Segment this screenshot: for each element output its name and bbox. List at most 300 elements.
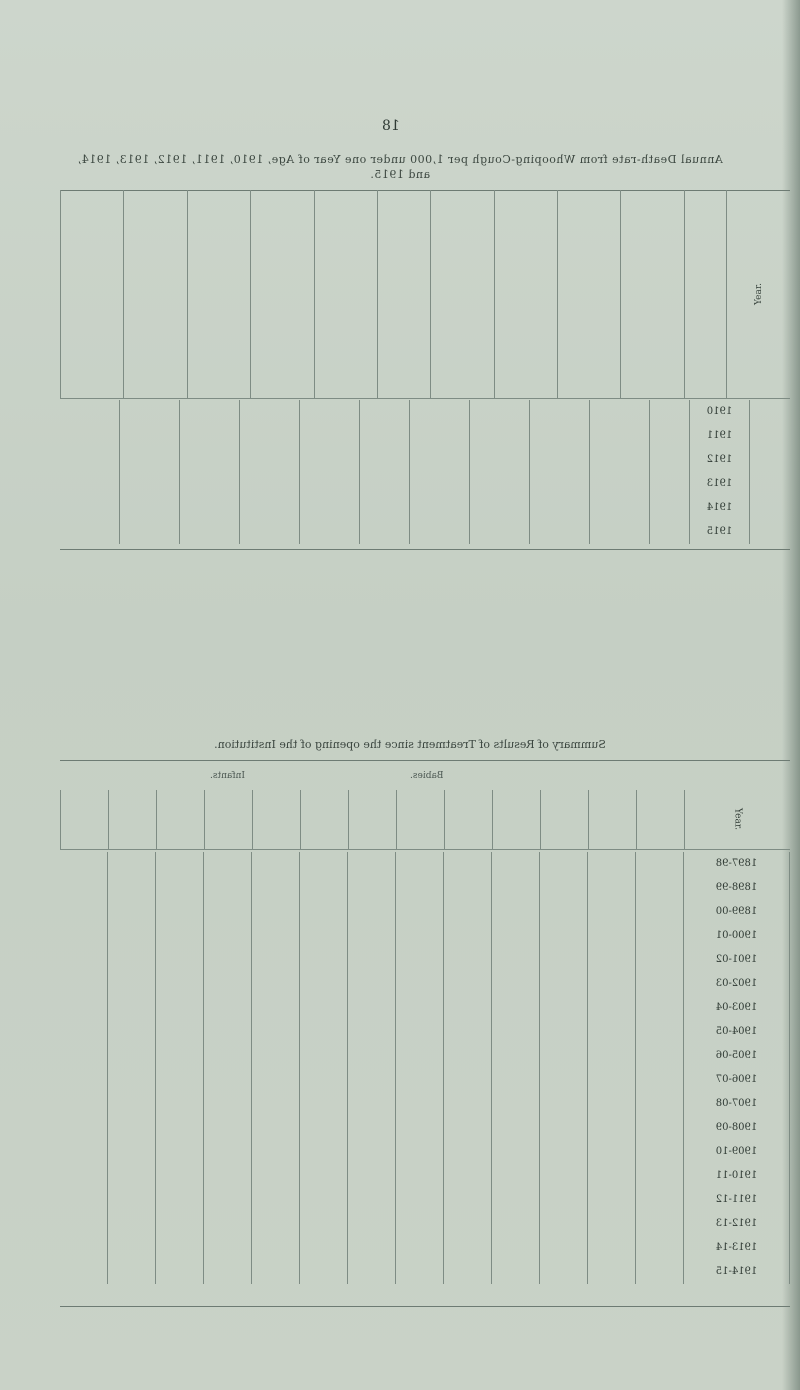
table1-cell [60, 400, 120, 424]
table2-cell [348, 972, 396, 996]
table2-cell [156, 1044, 204, 1068]
table1-cell [470, 520, 530, 544]
table1-cell [590, 520, 650, 544]
table2-cell [204, 1044, 252, 1068]
table2-cell [108, 1068, 156, 1092]
table2-cell [156, 852, 204, 876]
table2-cell [204, 1188, 252, 1212]
table2-cell [540, 972, 588, 996]
table1-col-header [251, 190, 314, 399]
table2-cell [588, 924, 636, 948]
table2-cell [540, 996, 588, 1020]
table-title-line2: and 1915. [369, 168, 431, 181]
table2-cell [300, 1092, 348, 1116]
table2-cell [540, 1116, 588, 1140]
table2-cell [540, 1068, 588, 1092]
table2-cell [204, 1068, 252, 1092]
table2-cell [636, 852, 684, 876]
table1 [60, 190, 790, 399]
table1-cell [180, 496, 240, 520]
table2-cell [396, 1068, 444, 1092]
table2-cell [396, 1140, 444, 1164]
table2-cell: 1912-13 [684, 1212, 790, 1236]
table2-cell [396, 948, 444, 972]
table2-cell [396, 1212, 444, 1236]
table1-cell [590, 400, 650, 424]
table2-col-header [348, 790, 396, 850]
table1-col-header [61, 190, 124, 399]
table2-cell [492, 924, 540, 948]
table1-row [60, 424, 750, 448]
table2-cell [300, 972, 348, 996]
table2-cell [60, 1092, 108, 1116]
table2-row [60, 852, 790, 876]
table2-cell [636, 1140, 684, 1164]
table1-cell [180, 472, 240, 496]
table1-col-header [494, 190, 557, 399]
table2-cell [300, 948, 348, 972]
table1-cell [650, 472, 690, 496]
table2-col-header [252, 790, 300, 850]
table2-cell: 1906-07 [684, 1068, 790, 1092]
table2-cell [396, 996, 444, 1020]
table2-cell [492, 1020, 540, 1044]
table2-cell [396, 1020, 444, 1044]
table2-cell [204, 1212, 252, 1236]
table1-col-header [684, 190, 727, 399]
table1-cell [300, 496, 360, 520]
table1-cell: 1912 [690, 448, 750, 472]
table2-cell [636, 876, 684, 900]
table2-row [60, 876, 790, 900]
table2-cell [444, 1020, 492, 1044]
table2-cell [444, 1212, 492, 1236]
table2-cell [492, 876, 540, 900]
table1-cell [650, 448, 690, 472]
table2-cell [396, 1236, 444, 1260]
table2-cell [540, 1044, 588, 1068]
table1-cell [530, 520, 590, 544]
table2-cell [252, 852, 300, 876]
table2-cell: 1898-99 [684, 876, 790, 900]
table1-cell: 1910 [690, 400, 750, 424]
table2-cell [156, 1236, 204, 1260]
table2-row [60, 1260, 790, 1284]
table2-cell [300, 924, 348, 948]
table2-cell [396, 1044, 444, 1068]
table2-row [60, 1140, 790, 1164]
table2-cell [348, 1164, 396, 1188]
table1-cell [300, 520, 360, 544]
table2-cell [492, 1212, 540, 1236]
table2-cell [540, 1260, 588, 1284]
table2-cell [444, 948, 492, 972]
table2-cell [396, 900, 444, 924]
table2-col-header [156, 790, 204, 850]
table2-cell [252, 876, 300, 900]
table1-cell [120, 496, 180, 520]
table2-cell [252, 996, 300, 1020]
table2-cell [156, 1068, 204, 1092]
table2-cell [444, 924, 492, 948]
table2-col-header: Year. [684, 790, 790, 850]
table2-cell [60, 1164, 108, 1188]
table2-cell [444, 876, 492, 900]
table2-cell [300, 1164, 348, 1188]
table2-cell [636, 1164, 684, 1188]
table2-cell [300, 1044, 348, 1068]
table2-cell [588, 1164, 636, 1188]
table2-cell [204, 1260, 252, 1284]
table2-cell [300, 900, 348, 924]
table1-cell [470, 496, 530, 520]
table1-cell [590, 496, 650, 520]
table2-cell [588, 1044, 636, 1068]
table1-cell [470, 424, 530, 448]
table1-cell: 1914 [690, 496, 750, 520]
table2-cell [156, 996, 204, 1020]
table1-cell [60, 472, 120, 496]
table1-cell [240, 520, 300, 544]
table2-cell [588, 1212, 636, 1236]
table2-cell [636, 1020, 684, 1044]
table2-cell [252, 1092, 300, 1116]
table1-cell [410, 472, 470, 496]
table2-cell [492, 900, 540, 924]
table2-cell [492, 1140, 540, 1164]
table2-cell [348, 1260, 396, 1284]
table2-cell [588, 948, 636, 972]
table2-cell [60, 1260, 108, 1284]
table1-col-header [314, 190, 377, 399]
table2-cell [204, 1236, 252, 1260]
table2-cell [252, 1164, 300, 1188]
table2-cell [348, 852, 396, 876]
table1-cell [590, 424, 650, 448]
table2-cell [252, 1212, 300, 1236]
table2-cell [156, 924, 204, 948]
table2-cell [252, 1068, 300, 1092]
table2-cell [156, 1164, 204, 1188]
table2-cell [636, 1236, 684, 1260]
table1-col-header: Year. [727, 190, 790, 399]
table2-col-header [492, 790, 540, 850]
table2-cell [636, 1260, 684, 1284]
table2-cell [636, 1044, 684, 1068]
table1-cell [470, 400, 530, 424]
table1-col-header [621, 190, 684, 399]
table1-cell [590, 472, 650, 496]
table2-cell [156, 1212, 204, 1236]
table1-cell [650, 400, 690, 424]
table2-cell [348, 1140, 396, 1164]
table2-cell [156, 1260, 204, 1284]
table2-cell [540, 900, 588, 924]
table2-cell [636, 948, 684, 972]
table1-cell [120, 448, 180, 472]
table1-row [60, 472, 750, 496]
table2-cell [204, 1020, 252, 1044]
table2-cell [348, 1020, 396, 1044]
table1-header-row [61, 190, 791, 399]
table1-row [60, 448, 750, 472]
table2-cell [588, 996, 636, 1020]
table2-cell [396, 876, 444, 900]
table2-cell [300, 996, 348, 1020]
table1-cell [180, 424, 240, 448]
table1-cell [410, 496, 470, 520]
table2-cell [108, 1044, 156, 1068]
table2-cell [300, 876, 348, 900]
table1-cell [360, 472, 410, 496]
table1-cell: 1911 [690, 424, 750, 448]
table2-cell [492, 1044, 540, 1068]
table2-cell [60, 1140, 108, 1164]
table1-cell [650, 496, 690, 520]
table2-cell [300, 1140, 348, 1164]
table1-cell [530, 400, 590, 424]
table2-cell [108, 1188, 156, 1212]
table1-cell [120, 400, 180, 424]
table2-cell [252, 924, 300, 948]
table1-col-header [431, 190, 494, 399]
table2-col-header [636, 790, 684, 850]
table2-cell [60, 900, 108, 924]
table2-cell [636, 1188, 684, 1212]
table1-cell [120, 424, 180, 448]
table2-cell [444, 1188, 492, 1212]
table2-cell [156, 1188, 204, 1212]
table1-cell: 1913 [690, 472, 750, 496]
table2-cell [252, 1188, 300, 1212]
table2-cell [204, 876, 252, 900]
table2-cell [588, 1116, 636, 1140]
table2-cell [108, 900, 156, 924]
table2-cell [444, 852, 492, 876]
table2-cell [252, 1260, 300, 1284]
table2-cell [348, 1188, 396, 1212]
table1-cell [360, 520, 410, 544]
table2-cell [108, 852, 156, 876]
table2-cell [204, 1164, 252, 1188]
table2-cell [300, 1260, 348, 1284]
table2-cell [156, 1020, 204, 1044]
table2-cell [540, 1140, 588, 1164]
table2-cell [444, 996, 492, 1020]
table2-cell [540, 948, 588, 972]
table1-cell [60, 424, 120, 448]
table2-cell [540, 1164, 588, 1188]
table2-cell [108, 1092, 156, 1116]
table2-cell [108, 876, 156, 900]
table2-cell: 1907-08 [684, 1092, 790, 1116]
table2-row [60, 1188, 790, 1212]
table2-cell [444, 1068, 492, 1092]
table1-cell [650, 424, 690, 448]
table2-cell [588, 1068, 636, 1092]
table2-cell [156, 1116, 204, 1140]
table2-cell [492, 972, 540, 996]
table1-cell [470, 472, 530, 496]
table2-cell [204, 972, 252, 996]
table2-cell [396, 924, 444, 948]
table2-row [60, 1212, 790, 1236]
table2-cell [300, 1116, 348, 1140]
table2-cell [108, 948, 156, 972]
table1-cell [590, 448, 650, 472]
table2-col-header [108, 790, 156, 850]
table1-cell [360, 400, 410, 424]
table1-row [60, 400, 750, 424]
table2-cell [60, 1188, 108, 1212]
table1-cell [530, 472, 590, 496]
table2-cell [588, 852, 636, 876]
table2-cell [540, 1020, 588, 1044]
table2-cell [60, 876, 108, 900]
table2-col-header [588, 790, 636, 850]
table2-cell [348, 1236, 396, 1260]
table2-cell [252, 1020, 300, 1044]
table2-cell [348, 1212, 396, 1236]
table2-cell [396, 972, 444, 996]
table2-cell [156, 972, 204, 996]
table2-cell [60, 1116, 108, 1140]
table2-cell [348, 948, 396, 972]
table2-col-header [60, 790, 108, 850]
table2-cell: 1899-00 [684, 900, 790, 924]
table2-cell [108, 1212, 156, 1236]
table2-cell [204, 1092, 252, 1116]
table2-row [60, 1236, 790, 1260]
table2-cell: 1897-98 [684, 852, 790, 876]
table2-cell [108, 1164, 156, 1188]
table2-cell [108, 1236, 156, 1260]
table2-cell [636, 996, 684, 1020]
table2-cell [396, 1164, 444, 1188]
table2-cell [204, 1116, 252, 1140]
table-title-line1: Annual Death-rate from Whooping-Cough per 1,000 under one Year of Age, 1910, 1911, 1912, 1913, 1914, [77, 153, 723, 166]
table2-cell [588, 1020, 636, 1044]
table2-cell [588, 876, 636, 900]
table2-cell [444, 1116, 492, 1140]
table1-cell [530, 496, 590, 520]
table2-row [60, 1116, 790, 1140]
table2-cell [204, 852, 252, 876]
table2-row [60, 1044, 790, 1068]
table2-row [60, 996, 790, 1020]
table2-cell: 1909-10 [684, 1140, 790, 1164]
table2-cell [252, 1140, 300, 1164]
table2-cell: 1914-15 [684, 1260, 790, 1284]
table2-cell: 1903-04 [684, 996, 790, 1020]
table2-row [60, 900, 790, 924]
table2-cell [204, 948, 252, 972]
table2-cell [540, 852, 588, 876]
table1-cell [410, 400, 470, 424]
table2-col-header [540, 790, 588, 850]
table1-cell [470, 448, 530, 472]
table2-cell: 1908-09 [684, 1116, 790, 1140]
table2-col-header [204, 790, 252, 850]
table2-cell [396, 1116, 444, 1140]
table2-cell [252, 972, 300, 996]
table2-cell [348, 1092, 396, 1116]
table2-cell [108, 924, 156, 948]
table2-row [60, 1164, 790, 1188]
table2-cell [204, 996, 252, 1020]
page-number: 18 [382, 118, 400, 134]
table2-cell: 1900-01 [684, 924, 790, 948]
table1-cell [60, 448, 120, 472]
table2-cell [108, 1116, 156, 1140]
table2-cell [108, 1260, 156, 1284]
table2-cell [60, 1068, 108, 1092]
table2-cell [300, 1068, 348, 1092]
table2-cell [444, 1140, 492, 1164]
table2-col-header [444, 790, 492, 850]
table1-row [60, 496, 750, 520]
table2-cell [396, 1092, 444, 1116]
table1-cell [410, 520, 470, 544]
table2-cell [252, 948, 300, 972]
table2-cell [540, 1212, 588, 1236]
table2-cell [636, 1092, 684, 1116]
table2-cell [60, 972, 108, 996]
table2-cell [60, 1020, 108, 1044]
table2-cell [444, 1092, 492, 1116]
table2-cell [588, 1260, 636, 1284]
table1-cell [240, 496, 300, 520]
table2-cell [252, 1044, 300, 1068]
table2-col-header [300, 790, 348, 850]
table1-col-header [124, 190, 187, 399]
table2-cell [108, 1140, 156, 1164]
table2-cell [108, 1020, 156, 1044]
table1-cell [360, 448, 410, 472]
table1-col-header [378, 190, 431, 399]
table2-cell [108, 972, 156, 996]
table2-cell [348, 1116, 396, 1140]
table2-cell: 1902-03 [684, 972, 790, 996]
table1-col-header [187, 190, 250, 399]
table2-cell [300, 1188, 348, 1212]
table2-cell: 1913-14 [684, 1236, 790, 1260]
table2-cell [204, 924, 252, 948]
table2-cell: 1904-05 [684, 1020, 790, 1044]
table2-cell: 1905-06 [684, 1044, 790, 1068]
table2-cell [348, 900, 396, 924]
table2-cell [492, 1236, 540, 1260]
table2-cell [540, 1188, 588, 1212]
table2-cell [204, 900, 252, 924]
table2-cell [636, 1212, 684, 1236]
table1-cell [300, 400, 360, 424]
table2-cell [492, 1164, 540, 1188]
table1-cell [410, 448, 470, 472]
table2-col-header [396, 790, 444, 850]
table2-cell [300, 1236, 348, 1260]
table1-cell [650, 520, 690, 544]
table2-cell [60, 948, 108, 972]
table2-row [60, 1068, 790, 1092]
table2-cell [492, 1116, 540, 1140]
table2-cell [492, 1092, 540, 1116]
table2-cell [588, 972, 636, 996]
table2-cell [588, 1188, 636, 1212]
table-title [60, 152, 740, 182]
table1-row [60, 520, 750, 544]
table1-cell [180, 400, 240, 424]
